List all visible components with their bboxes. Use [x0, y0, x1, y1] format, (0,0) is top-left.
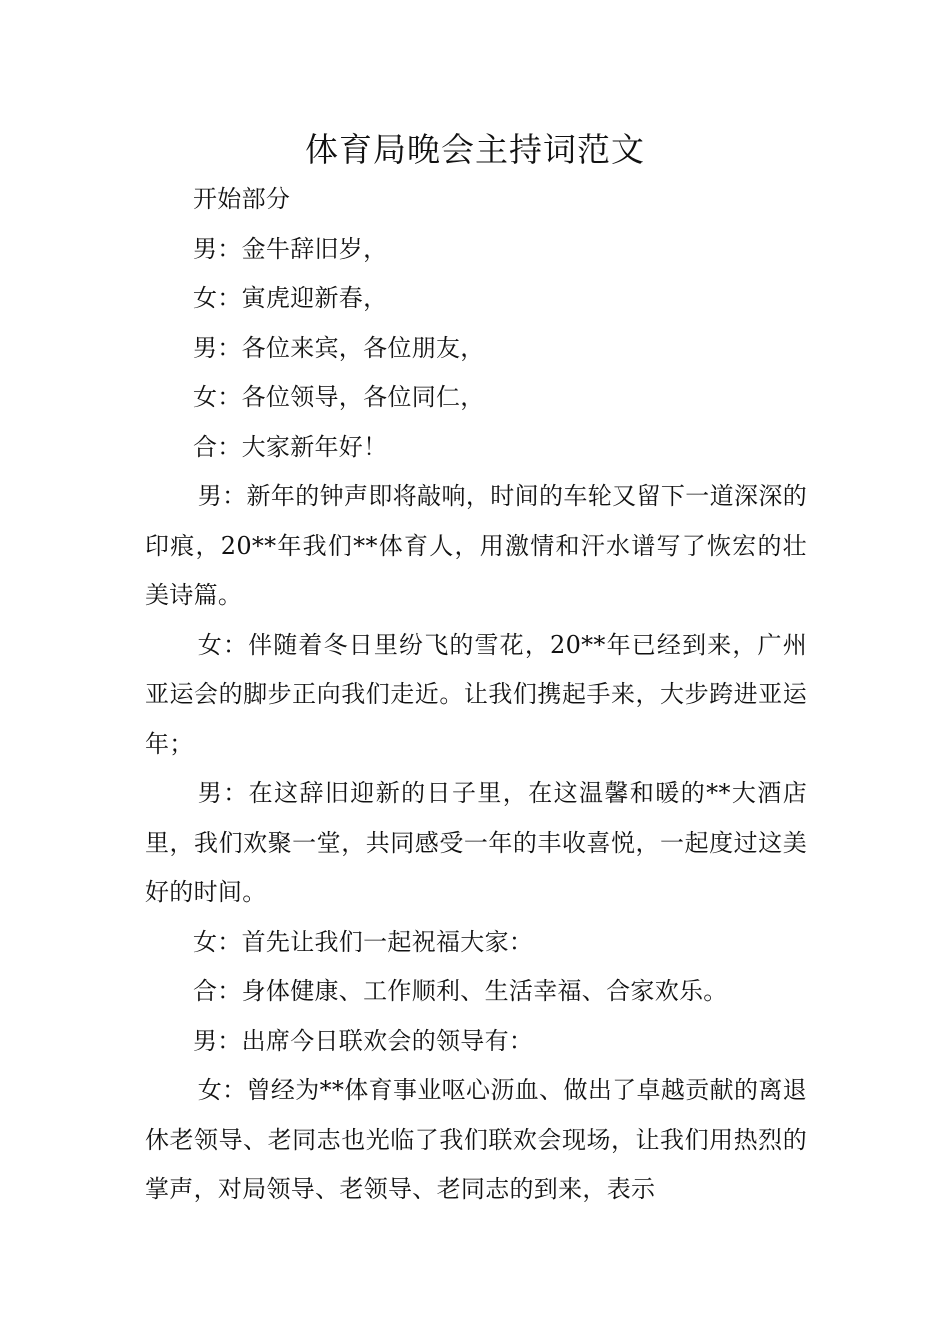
paragraph-line: 合：大家新年好！	[193, 432, 388, 461]
paragraph-long: 女：伴随着冬日里纷飞的雪花，20**年已经到来，广州亚运会的脚步正向我们走近。让我们携起手来，大步跨进亚运年；	[145, 630, 807, 758]
paragraph-line: 女：各位领导，各位同仁，	[193, 383, 485, 411]
paragraph-line: 男：金牛辞旧岁，	[193, 234, 388, 263]
paragraph-section-heading: 开始部分	[193, 185, 291, 213]
document-title: 体育局晚会主持词范文	[305, 130, 645, 169]
paragraph-line: 女：寅虎迎新春，	[193, 284, 388, 312]
paragraph-line: 男：各位来宾，各位朋友，	[193, 333, 485, 362]
paragraph-line: 合：身体健康、工作顺利、生活幸福、合家欢乐。	[193, 977, 728, 1005]
paragraph-line: 男：出席今日联欢会的领导有：	[193, 1026, 534, 1055]
paragraph-long: 男：在这辞旧迎新的日子里，在这温馨和暖的**大酒店里，我们欢聚一堂，共同感受一年的丰收喜悦，一起度过这美好的时间。	[145, 779, 807, 906]
paragraph-line: 女：首先让我们一起祝福大家：	[193, 927, 534, 956]
paragraph-long: 女：曾经为**体育事业呕心沥血、做出了卓越贡献的离退休老领导、老同志也光临了我们联欢会现场，让我们用热烈的掌声，对局领导、老领导、老同志的到来，表示	[145, 1076, 807, 1203]
paragraph-long: 男：新年的钟声即将敲响，时间的车轮又留下一道深深的印痕，20**年我们**体育人，用激情和汗水谱写了恢宏的壮美诗篇。	[145, 482, 807, 609]
document-body	[145, 175, 807, 1215]
